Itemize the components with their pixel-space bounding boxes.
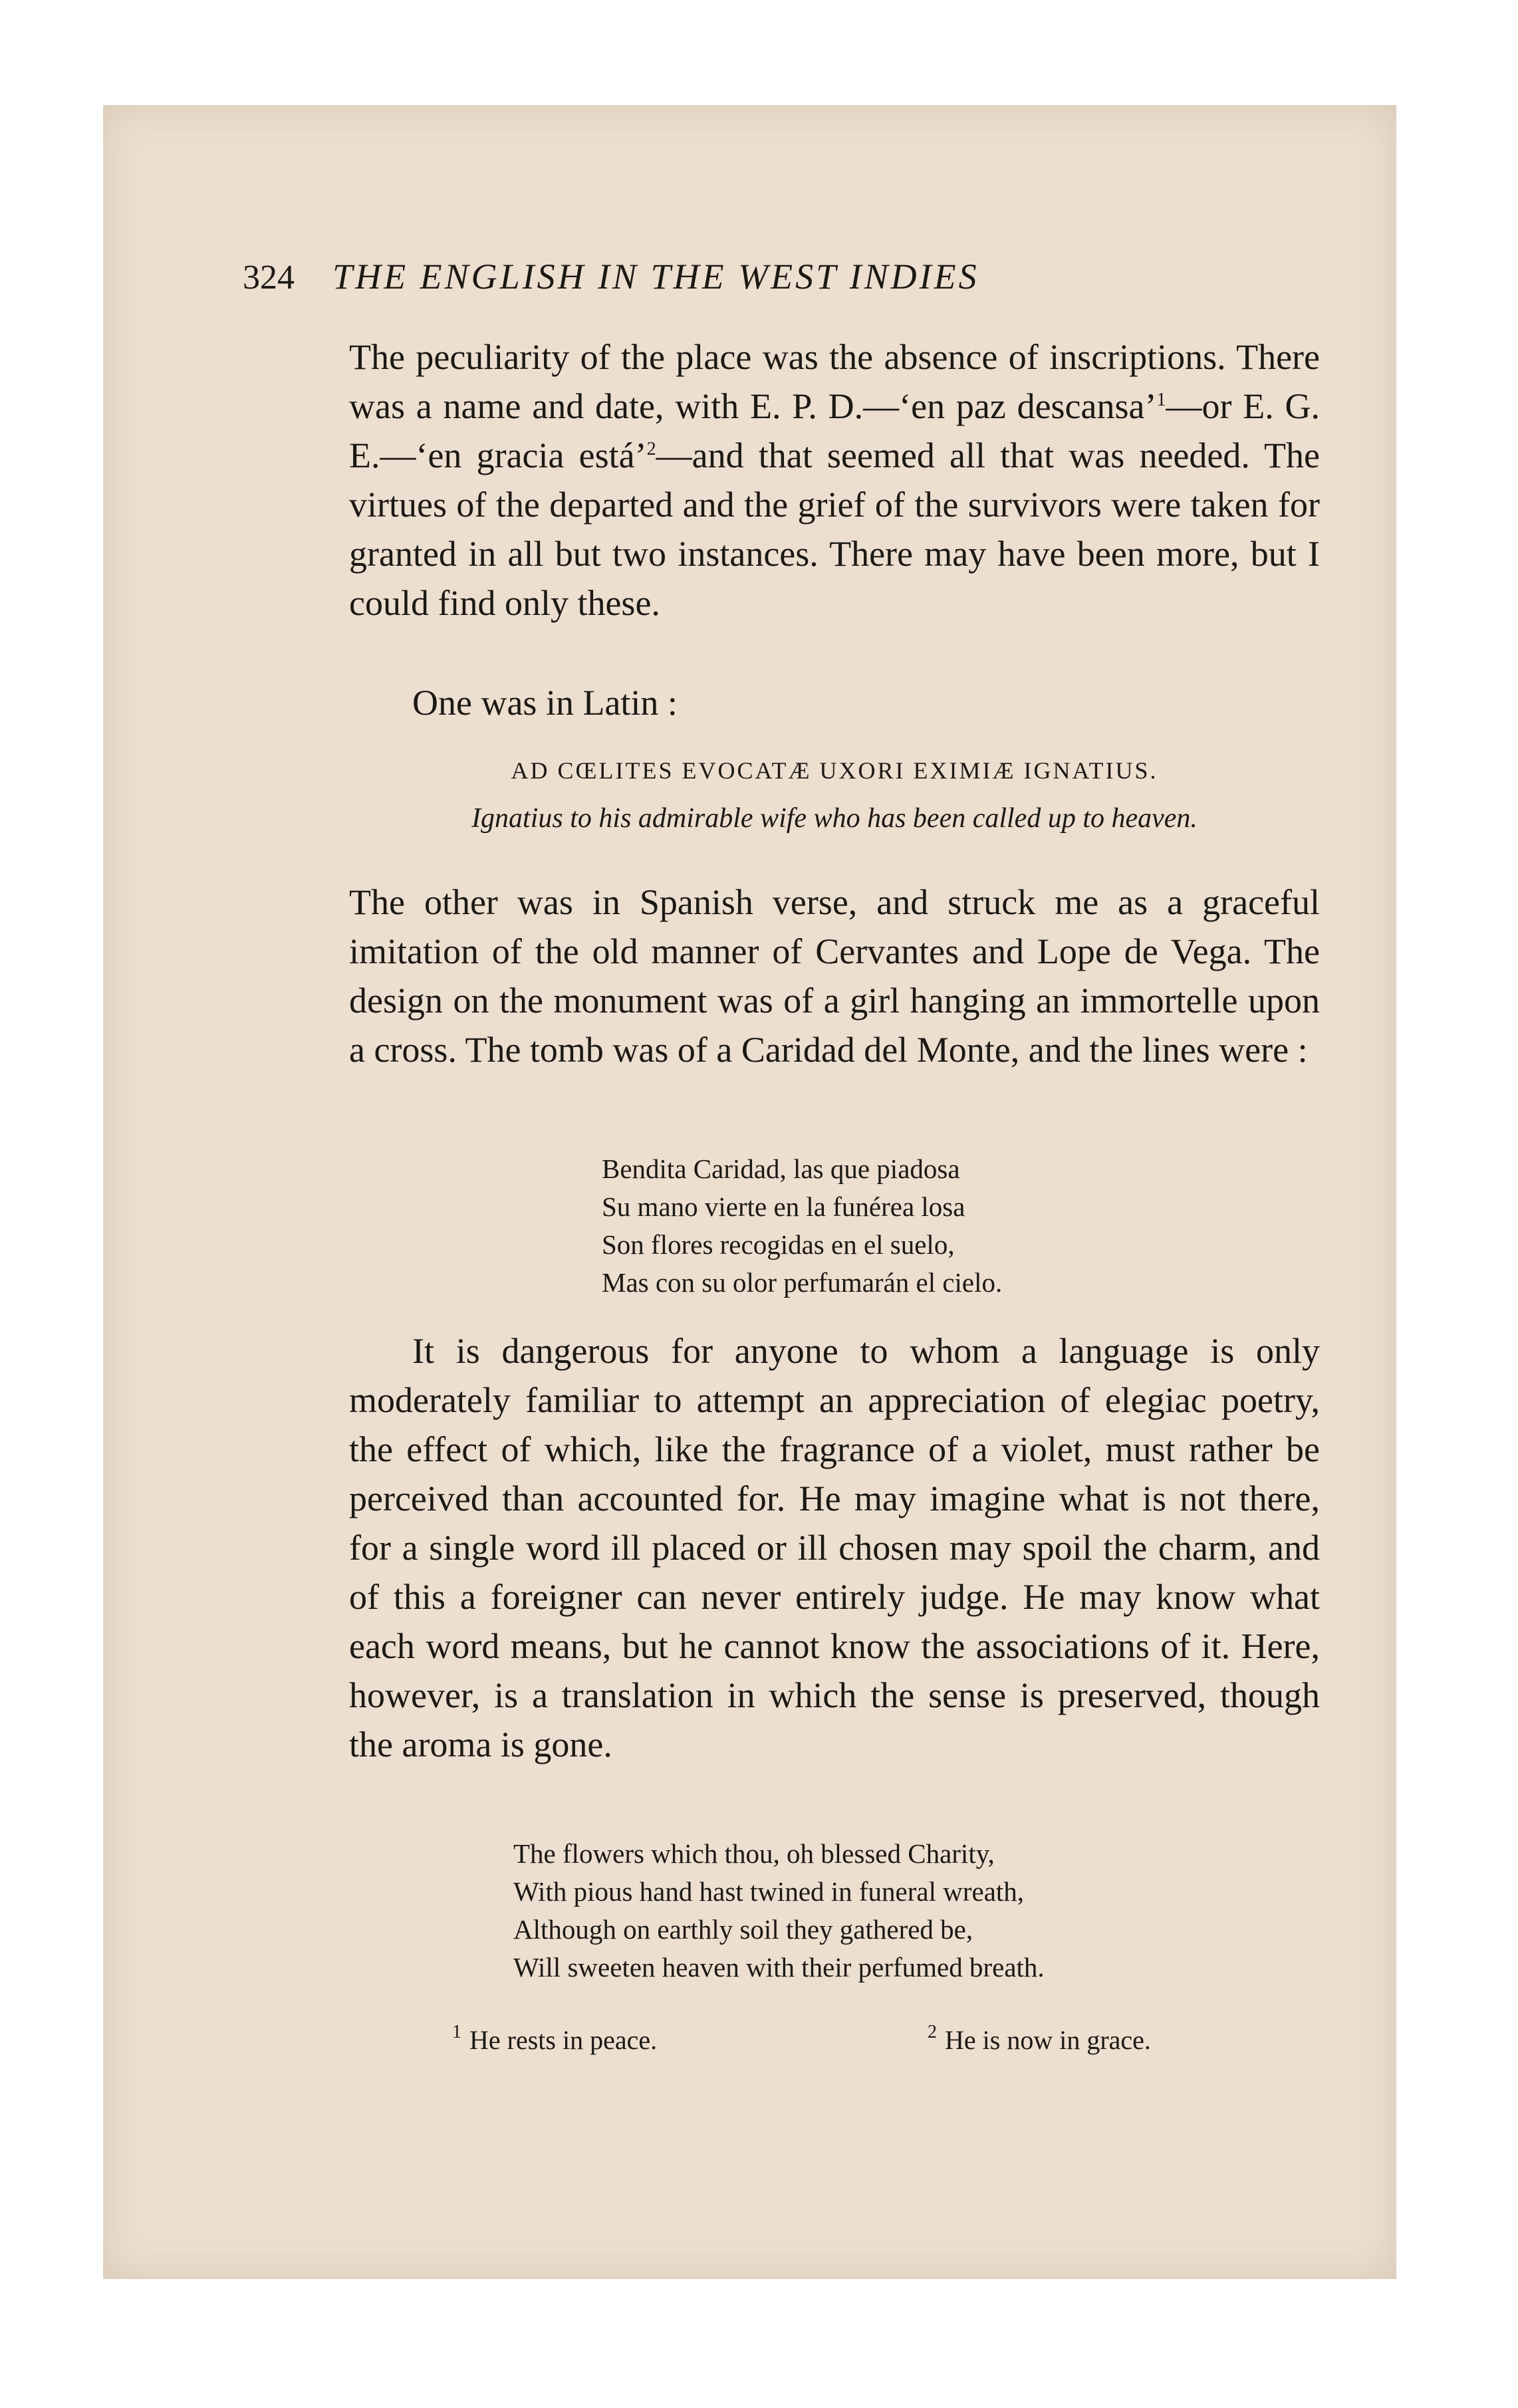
paragraph-text: The other was in Spanish verse, and struck me as a graceful imitation of the old manner of Cervantes and Lope de Vega. The design on the monument was of a girl hanging an immortelle upon a cross. The tomb was of a Caridad del Monte, and the lines were :	[349, 882, 1320, 1070]
footnote-mark: 2	[928, 2022, 937, 2042]
verse-line: Mas con su olor perfumarán el cielo.	[602, 1267, 1003, 1298]
verse-line: Will sweeten heaven with their perfumed breath.	[513, 1952, 1045, 1983]
footnote-text: He rests in peace.	[469, 2025, 658, 2055]
page-header	[243, 256, 1320, 302]
verse-line: The flowers which thou, oh blessed Charity,	[513, 1838, 995, 1869]
footnote-text: He is now in grace.	[945, 2025, 1151, 2055]
verse-line: Bendita Caridad, las que piadosa	[602, 1153, 960, 1184]
verse-line: Son flores recogidas en el suelo,	[602, 1229, 955, 1260]
footnote-1	[452, 2024, 657, 2056]
paragraph-text: —or E. G. E.—‘en gracia está’	[349, 386, 1321, 475]
inscription-translation: Ignatius to his admirable wife who has been called up to heaven.	[471, 803, 1198, 834]
verse-line: Although on earthly soil they gathered be,	[513, 1914, 973, 1945]
footnote-2	[928, 2024, 1151, 2056]
latin-inscription: AD CŒLITES EVOCATÆ UXORI EXIMIÆ IGNATIUS.	[511, 757, 1158, 784]
spanish-verse	[602, 1150, 1002, 1302]
footnote-mark: 1	[452, 2022, 461, 2042]
paragraph-text: —and that seemed all that was needed. The virtues of the departed and the grief of the survivors were taken for granted in all but two instances. There may have been more, but I could find only these.	[349, 435, 1320, 623]
footnote-ref-2: 2	[646, 439, 656, 459]
english-verse	[513, 1835, 1045, 1987]
paragraph-text: One was in Latin :	[412, 683, 678, 723]
paragraph-text: It is dangerous for anyone to whom a language is only moderately familiar to attempt an appreciation of elegiac poetry, the effect of which, like the fragrance of a violet, must rather be perceived than accounted for. He may imagine what is not there, for a single word ill placed or ill chosen may spoil the charm, and of this a foreigner can never entirely judge. He may know what each word means, but he cannot know the associations of it. Here, however, is a translation in which the sense is preserved, though the aroma is gone.	[349, 1331, 1320, 1764]
paragraph-inscriptions	[349, 332, 1320, 628]
verse-line: Su mano vierte en la funérea losa	[602, 1191, 965, 1222]
footnote-ref-1: 1	[1156, 390, 1166, 410]
verse-line: With pious hand hast twined in funeral wreath,	[513, 1876, 1025, 1907]
paragraph-translation	[349, 1326, 1320, 1769]
running-title: THE ENGLISH IN THE WEST INDIES	[332, 257, 979, 297]
paragraph-spanish-verse	[349, 878, 1320, 1074]
paragraph-text: The peculiarity of the place was the absence of inscriptions. There was a name and date, with E. P. D.—‘en paz descansa’	[349, 337, 1320, 426]
paragraph-latin-intro	[349, 678, 1320, 727]
page-number: 324	[243, 259, 295, 297]
